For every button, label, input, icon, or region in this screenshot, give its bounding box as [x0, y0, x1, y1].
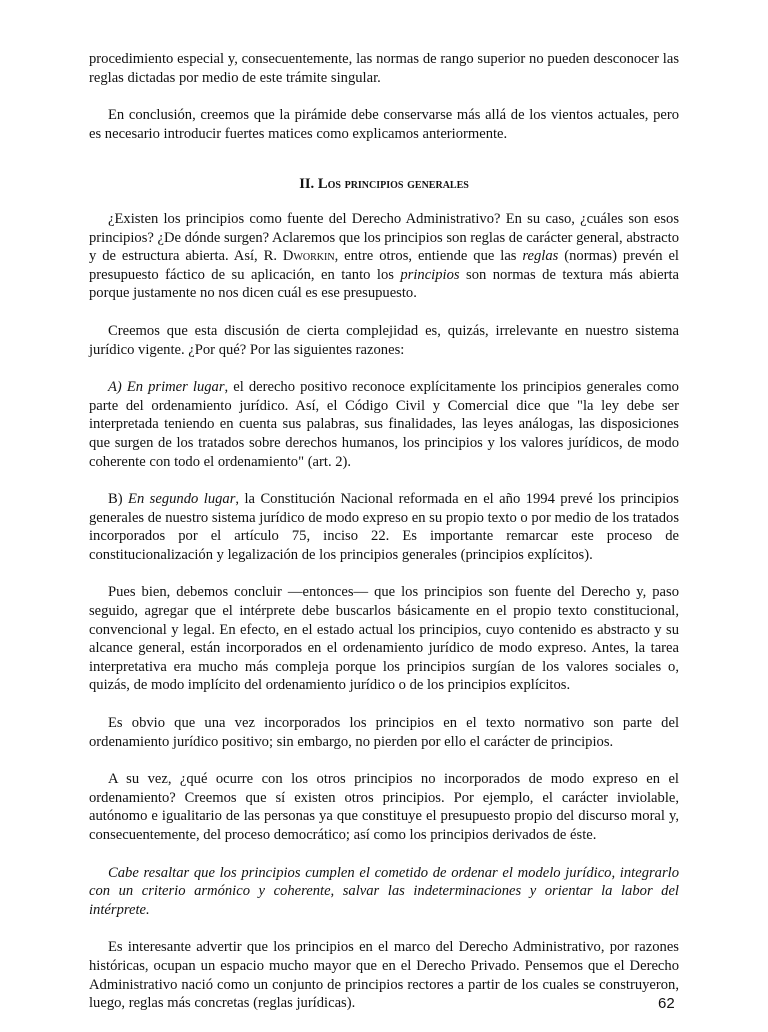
paragraph-final: Es interesante advertir que los principios en el marco del Derecho Administrativo, por razones históricas, ocupan un espacio mucho mayor que en el Derecho Privado. Pensemos que el Derecho Administrativo nació como un conjunto de principios rectores a partir de los cuales se construyeron, luego, reglas más concretas (reglas jurídicas). [89, 939, 679, 1012]
document-page [89, 50, 679, 1032]
paragraph-continuation: procedimiento especial y, consecuentemente, las normas de rango superior no pueden desconocer las reglas dictadas por medio de este trámite singular. [89, 51, 679, 86]
second-reason-text: , la Constitución Nacional reformada en el año 1994 prevé los principios generales de nuestro sistema jurídico de modo expreso en su propio texto o por medio de los tratados incorporados por el artículo 75, inciso 22. Es importante remarcar este proceso de constitucionalización y legalización de los principios generales (principios explícitos). [89, 491, 679, 563]
term-principios: principios [400, 266, 460, 283]
page-number: 62 [658, 995, 675, 1012]
author-name: Dworkin [282, 248, 335, 265]
second-reason-letter: B) [108, 491, 129, 508]
paragraph-first-reason [89, 378, 679, 471]
emphasis-text: Cabe resaltar que los principios cumplen el cometido de ordenar el modelo jurídico, integrarlo con un criterio armónico y coherente, salvar las indeterminaciones y orientar la labor del intérprete. [89, 864, 679, 918]
first-reason-text: , el derecho positivo reconoce explícitamente los principios generales como parte del ordenamiento jurídico. Así, el Código Civil y Comercial dice que "la ley debe ser interpretada teniendo en cuenta sus palabras, sus finalidades, las leyes análogas, las disposiciones que surgen de los tratados sobre derechos humanos, los principios y los valores jurídicos, de modo coherente con todo el ordenamiento" (art. 2). [89, 379, 679, 470]
first-reason-lead: A) En primer lugar [108, 379, 225, 396]
intro-text-d: son normas de textura más abierta porque justamente no nos dicen cuál es ese presupuesto. [89, 266, 680, 302]
section-heading [89, 175, 679, 194]
term-reglas: reglas [522, 248, 559, 265]
paragraph-other-principles: A su vez, ¿qué ocurre con los otros principios no incorporados de modo expreso en el ordenamiento? Creemos que sí existen otros principios. Por ejemplo, el carácter inviolable, autónomo e igualitario de las personas ya que constituye el presupuesto propio del discurso moral y, consecuentemente, del proceso democrático; así como los principios derivados de éste. [89, 771, 679, 843]
paragraph-intro [89, 210, 679, 303]
paragraph-emphasis [89, 864, 679, 920]
second-reason-lead: En segundo lugar [128, 491, 236, 508]
intro-text-a: ¿Existen los principios como fuente del Derecho Administrativo? En su caso, ¿cuáles son esos principios? ¿De dónde surgen? Aclaremos que los principios son reglas de carácter general, abstracto y de estructura abierta. Así, R. [89, 210, 679, 265]
intro-text-b: , entre otros, entiende que las [334, 248, 523, 265]
section-number: II. [299, 176, 315, 193]
section-title: Los principios generales [317, 176, 469, 193]
paragraph-conclude: Pues bien, debemos concluir —entonces— que los principios son fuente del Derecho y, paso seguido, agregar que el intérprete debe buscarlos básicamente en el propio texto constitucional, convencional y legal. En efecto, en el estado actual los principios, cuyo contenido es abstracto y su alcance general, están incorporados en el ordenamiento jurídico de modo expreso. Antes, la tarea interpretativa era mucho más compleja porque los principios surgían de los valores sociales o, quizás, de modo implícito del ordenamiento jurídico o de los principios explícitos. [89, 584, 679, 694]
paragraph-discussion: Creemos que esta discusión de cierta complejidad es, quizás, irrelevante en nuestro sistema jurídico vigente. ¿Por qué? Por las siguientes razones: [89, 322, 679, 358]
intro-text-c: (normas) prevén el presupuesto fáctico de su aplicación, en tanto los [89, 248, 679, 283]
paragraph-obvious: Es obvio que una vez incorporados los principios en el texto normativo son parte del ordenamiento jurídico positivo; sin embargo, no pierden por ello el carácter de principios. [89, 715, 679, 750]
paragraph-second-reason [89, 490, 679, 564]
paragraph-conclusion: En conclusión, creemos que la pirámide debe conservarse más allá de los vientos actuales, pero es necesario introducir fuertes matices como explicamos anteriormente. [89, 107, 679, 142]
